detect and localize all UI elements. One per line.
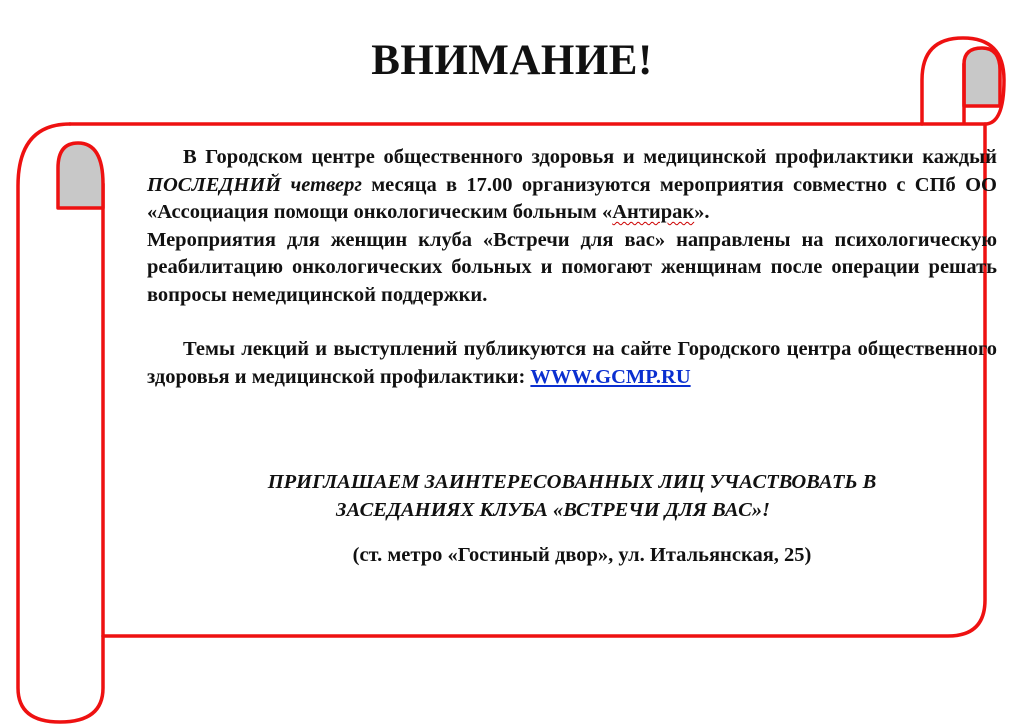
intro-middle: месяца в 17.00 организуются мероприятия совместно с СПб ОО «Ассоциация помощи онкологическим больным « (147, 173, 997, 223)
address: (ст. метро «Гостиный двор», ул. Итальянская, 25) (352, 544, 812, 566)
scroll-left-curl (58, 143, 103, 208)
scroll-left-roll (18, 124, 103, 722)
page-title: ВНИМАНИЕ! (371, 37, 653, 84)
paragraph-topics (147, 336, 997, 391)
spacer (147, 309, 997, 336)
topics-text: Темы лекций и выступлений публикуются на сайте Городского центра общественного здоровья и медицинской профилактики: (147, 338, 997, 388)
announcement-body (147, 144, 997, 391)
paragraph-intro (147, 144, 997, 227)
website-link[interactable]: WWW.GCMP.RU (530, 365, 691, 388)
invitation-line-2: ЗАСЕДАНИЯХ КЛУБА «ВСТРЕЧИ ДЛЯ ВАС»! (336, 499, 770, 521)
intro-tail: ». (694, 201, 710, 223)
invitation-line-1: ПРИГЛАШАЕМ ЗАИНТЕРЕСОВАННЫХ ЛИЦ УЧАСТВОВАТЬ В (267, 471, 877, 493)
org-name: Антирак (612, 201, 695, 223)
invitation (147, 468, 997, 524)
intro-lead: В Городском центре общественного здоровья и медицинской профилактики каждый (183, 146, 997, 168)
paragraph-club: Мероприятия для женщин клуба «Встречи для вас» направлены на психологическую реабилитацию онкологических больных и помогают женщинам после операции решать вопросы немедицинской поддержки. (147, 228, 997, 306)
intro-emphasis: ПОСЛЕДНИЙ четверг (147, 173, 362, 196)
